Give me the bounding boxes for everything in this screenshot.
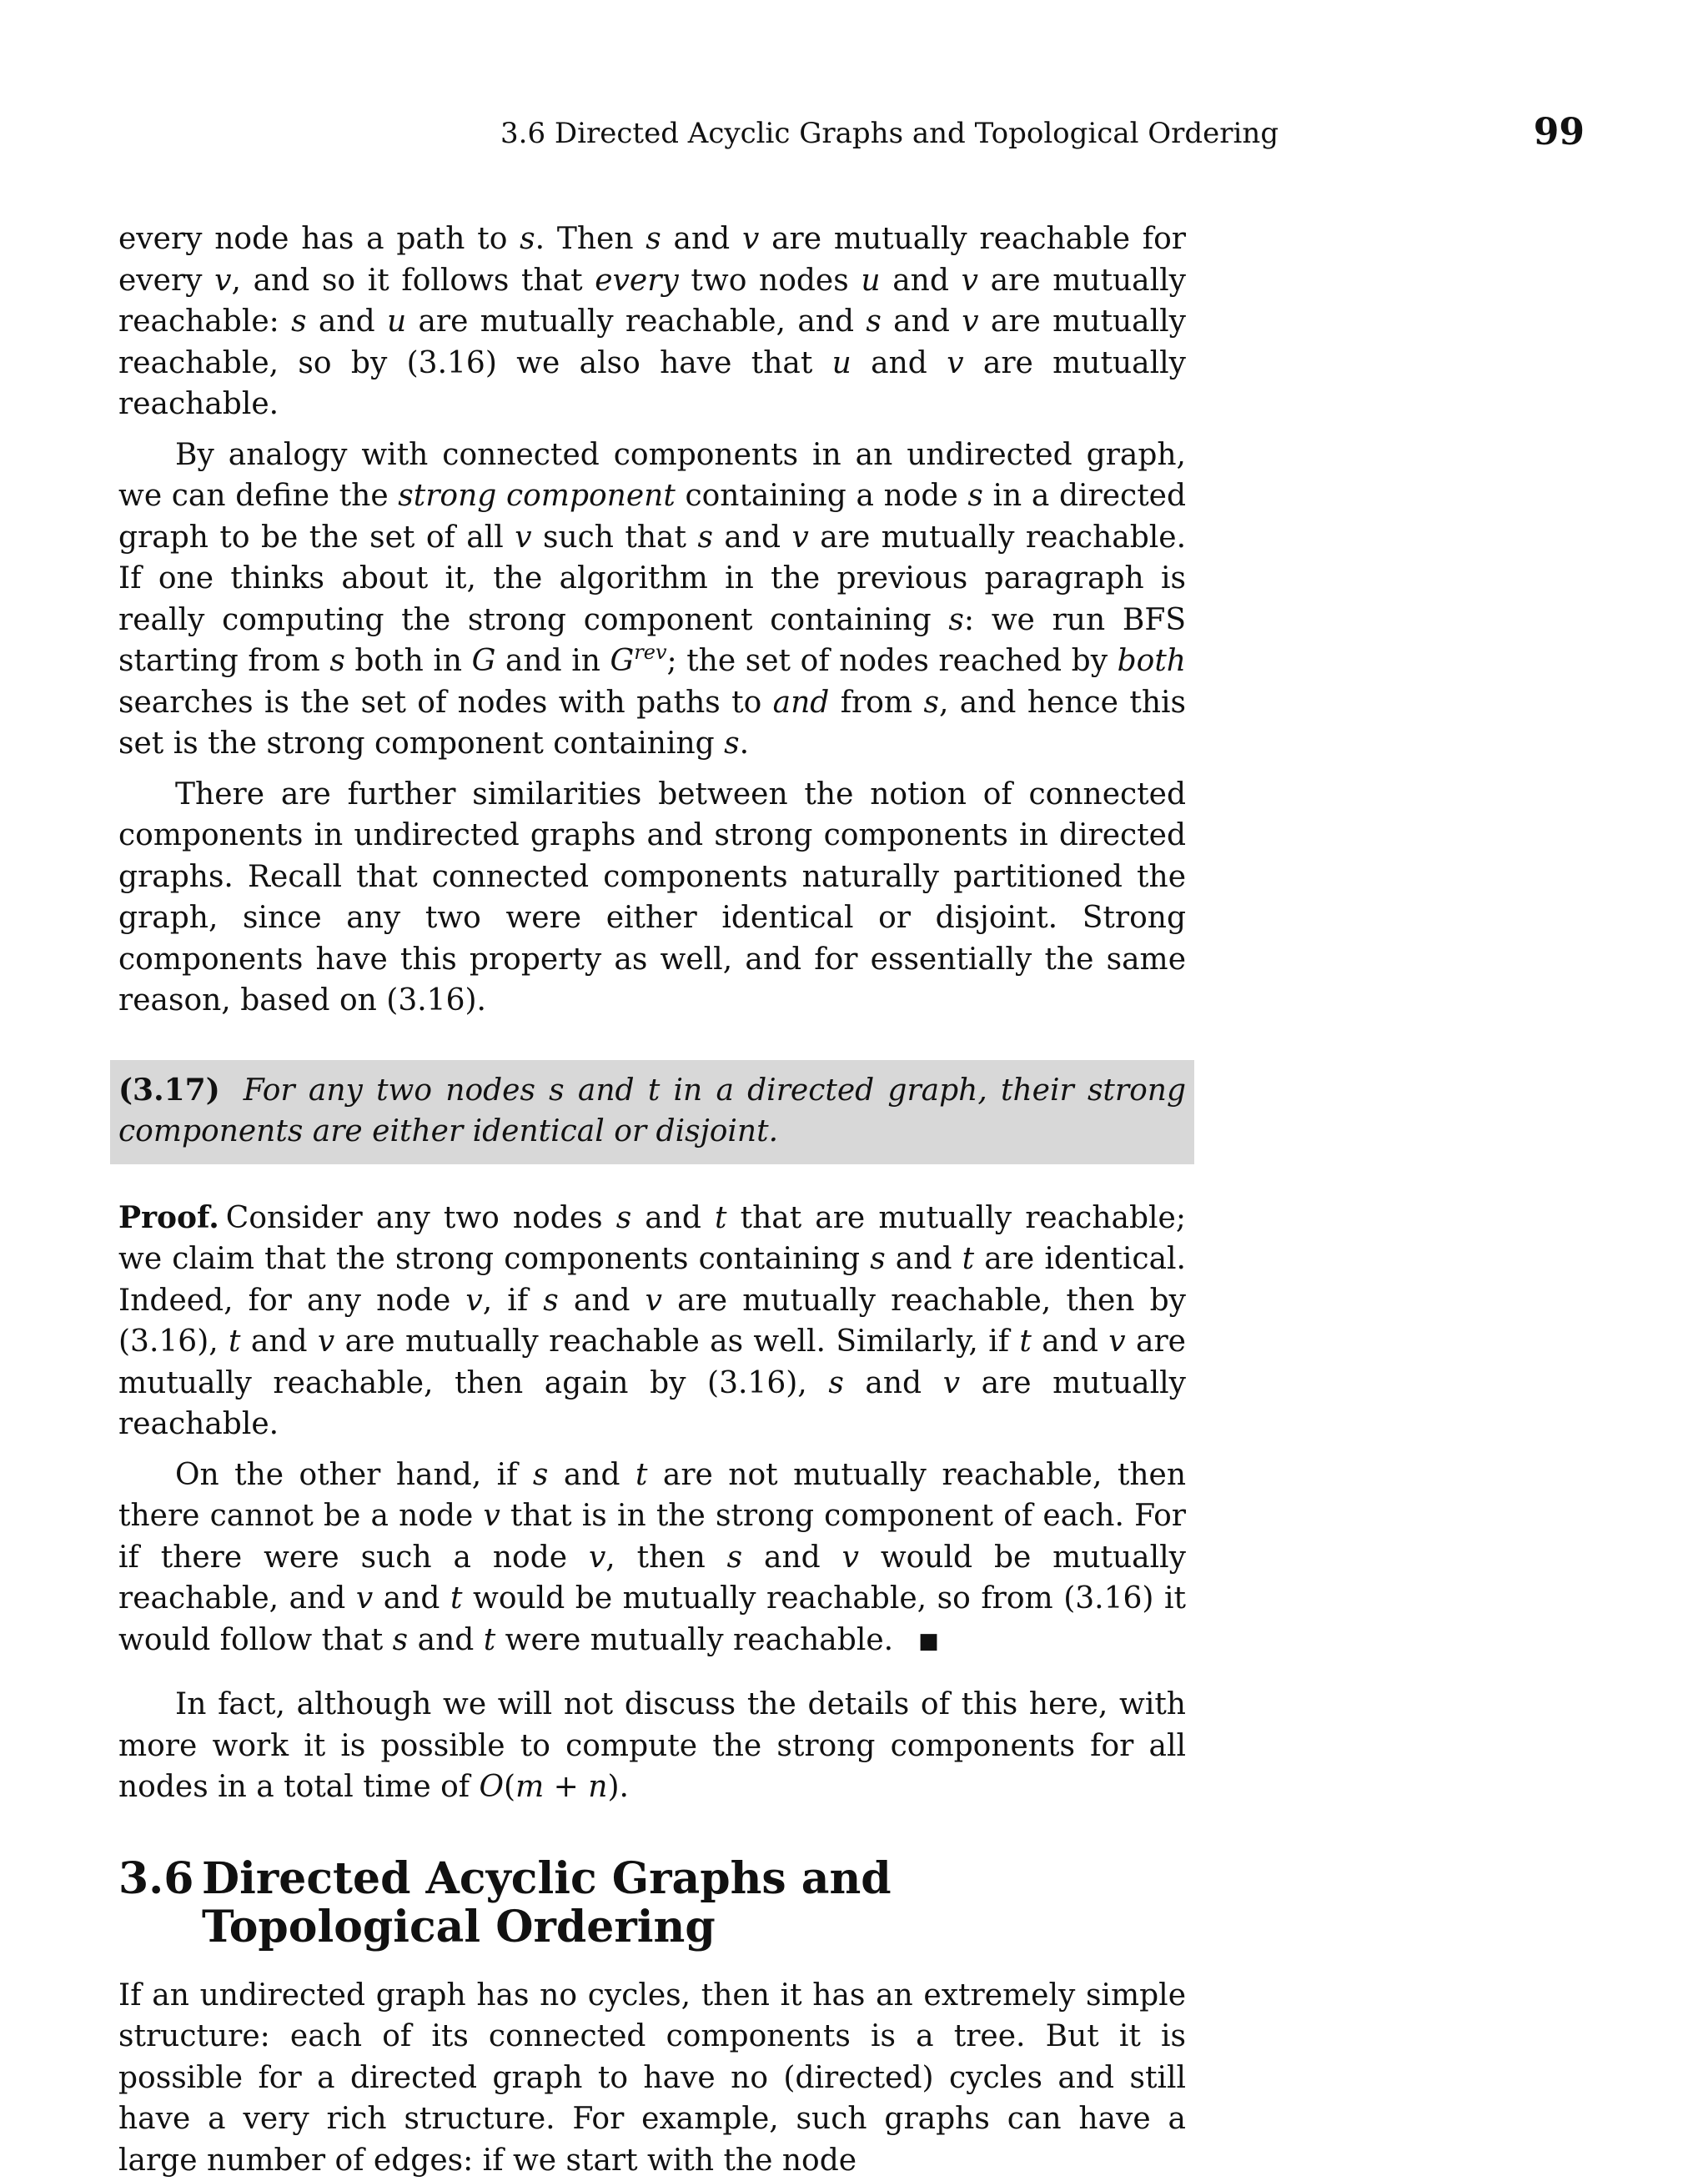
section-number: 3.6: [118, 1855, 202, 1952]
paragraph-mutual-reachability: every node has a path to s. Then s and v are mutually reachable for every v, and so it follows that every two nodes u and v are mutually reachable: s and u are mutually reachable, and s and v are mutually reachable, so by (3.16) we also have that u and v are mutually reachable.: [118, 219, 1186, 425]
section-title-line-2: Topological Ordering: [202, 1903, 892, 1952]
text-column: [118, 219, 1186, 2181]
section-heading: [118, 1855, 1186, 1952]
section-title: [202, 1855, 892, 1952]
theorem-statement: [118, 1070, 1186, 1153]
proof-label: Proof.: [118, 1200, 219, 1235]
theorem-text: For any two nodes s and t in a directed graph, their strong components are either identical or disjoint.: [118, 1073, 1186, 1149]
paragraph-linear-time: In fact, although we will not discuss the details of this here, with more work it is possible to compute the strong components for all nodes in a total time of O(m + n).: [118, 1684, 1186, 1808]
paragraph-strong-component-definition: By analogy with connected components in an undirected graph, we can define the strong component containing a node s in a directed graph to be the set of all v such that s and v are mutually reachable. If one thinks about it, the algorithm in the previous paragraph is really computing the strong component containing s: we run BFS starting from s both in G and in $G^{rev}$; the set of nodes reached by both searches is the set of nodes with paths to and from s, and hence this set is the strong component containing s.: [118, 435, 1186, 765]
theorem-label: (3.17): [118, 1073, 220, 1108]
page-number: 99: [1493, 112, 1585, 153]
qed-square-icon: ■: [918, 1629, 939, 1654]
running-head: 3.6 Directed Acyclic Graphs and Topological Ordering: [500, 115, 1184, 152]
paragraph-similarities: There are further similarities between the notion of connected components in undirected graphs and strong components in directed graphs. Recall that connected components naturally partitioned the graph, since any two were either identical or disjoint. Strong components have this property as well, and for essentially the same reason, based on (3.16).: [118, 774, 1186, 1022]
proof-paragraph-continued: On the other hand, if s and t are not mutually reachable, then there cannot be a node v that is in the strong component of each. For if there were such a node v, then s and v would be mutually reachable, and v and t would be mutually reachable, so from (3.16) it would follow that s and t were mutually reachable. ■: [118, 1455, 1186, 1663]
proof-paragraph: Proof. Consider any two nodes s and t that are mutually reachable; we claim that the strong components containing s and t are identical. Indeed, for any node v, if s and v are mutually reachable, then by (3.16), t and v are mutually reachable as well. Similarly, if t and v are mutually reachable, then again by (3.16), s and v are mutually reachable.: [118, 1198, 1186, 1445]
theorem-box: [110, 1060, 1194, 1164]
section-intro-paragraph: If an undirected graph has no cycles, then it has an extremely simple structure: each of its connected components is a tree. But it is possible for a directed graph to have no (directed) cycles and still have a very rich structure. For example, such graphs can have a large number of edges: if we start with the node: [118, 1975, 1186, 2181]
section-title-line-1: Directed Acyclic Graphs and: [202, 1855, 892, 1903]
